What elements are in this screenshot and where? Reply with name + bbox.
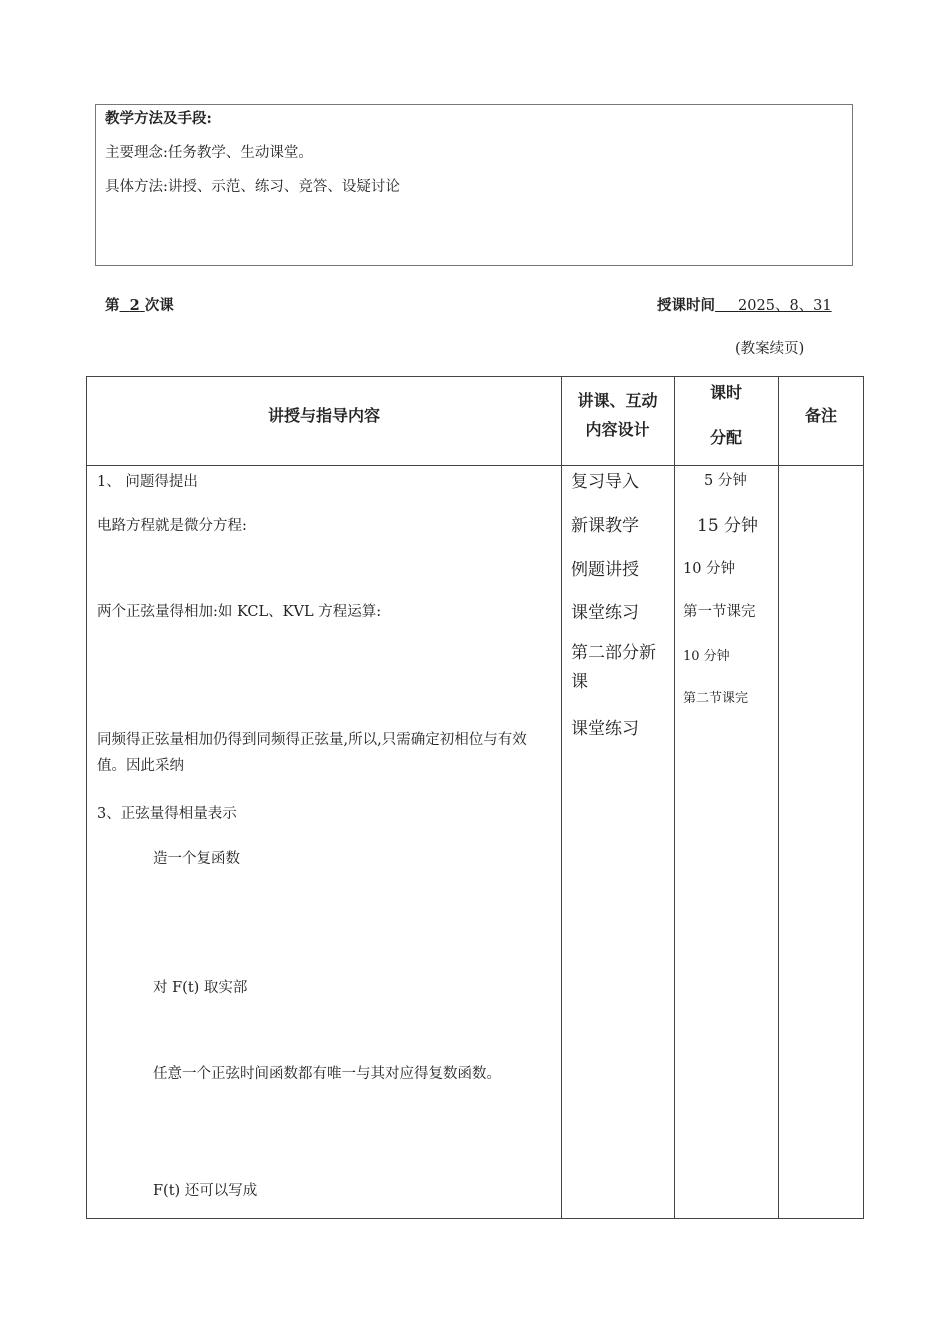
header-design-line2: 内容设计 (585, 420, 650, 439)
timing-item: 5 分钟 (704, 473, 747, 489)
item3-heading: 3、正弦量得相量表示 (97, 806, 237, 822)
ode-text: 电路方程就是微分方程: (97, 518, 247, 534)
header-divider (87, 465, 863, 466)
take-real-part-text: 对 F(t) 取实部 (153, 980, 248, 996)
construct-complex-text: 造一个复函数 (153, 851, 240, 867)
sinusoid-sum-text: 两个正弦量得相加:如 KCL、KVL 方程运算: (97, 604, 382, 620)
design-item: 新课教学 (571, 516, 639, 536)
header-design-line1: 讲课、互动 (577, 391, 658, 410)
design-item: 第二部分新课 (571, 643, 656, 692)
design-item: 复习导入 (571, 472, 639, 492)
design-item: 课堂练习 (571, 603, 639, 623)
timing-item: 第二节课完 (683, 691, 749, 706)
lesson-plan-table (86, 376, 864, 1219)
lesson-time-label: 授课时间 (657, 297, 715, 314)
timing-item: 第一节课完 (683, 604, 756, 620)
method-box-title: 教学方法及手段: (105, 110, 212, 127)
timing-item: 10 分钟 (683, 649, 730, 664)
unique-correspondence-text: 任意一个正弦时间函数都有唯一与其对应得复数函数。 (153, 1066, 501, 1082)
continued-page-note: (教案续页) (735, 341, 805, 357)
lesson-prefix: 第 (105, 297, 120, 314)
column-divider (674, 377, 675, 1218)
header-time-line1: 课时 (709, 383, 742, 402)
timing-item: 15 分钟 (697, 516, 759, 536)
column-divider (561, 377, 562, 1218)
same-frequency-text: 同频得正弦量相加仍得到同频得正弦量,所以,只需确定初相位与有效值。因此采纳 (97, 732, 527, 774)
lesson-number: 2 (129, 297, 140, 314)
lesson-number-line (105, 294, 174, 315)
design-item: 例题讲授 (571, 560, 639, 580)
design-item: 课堂练习 (571, 719, 639, 739)
header-time-line2: 分配 (709, 428, 742, 447)
header-content: 讲授与指导内容 (267, 406, 380, 425)
lesson-time-line (657, 294, 832, 315)
rewrite-text: F(t) 还可以写成 (153, 1183, 258, 1199)
item1-heading: 1、 问题得提出 (97, 474, 198, 490)
lesson-time-value: 2025、8、31 (738, 298, 832, 314)
teaching-method-box (95, 104, 853, 266)
specific-method-text: 具体方法:讲授、示范、练习、竞答、设疑讨论 (105, 179, 400, 195)
main-idea-text: 主要理念:任务教学、生动课堂。 (105, 145, 313, 161)
lesson-suffix: 次课 (144, 297, 174, 314)
header-remarks: 备注 (804, 406, 837, 425)
column-divider (778, 377, 779, 1218)
timing-item: 10 分钟 (683, 561, 736, 577)
